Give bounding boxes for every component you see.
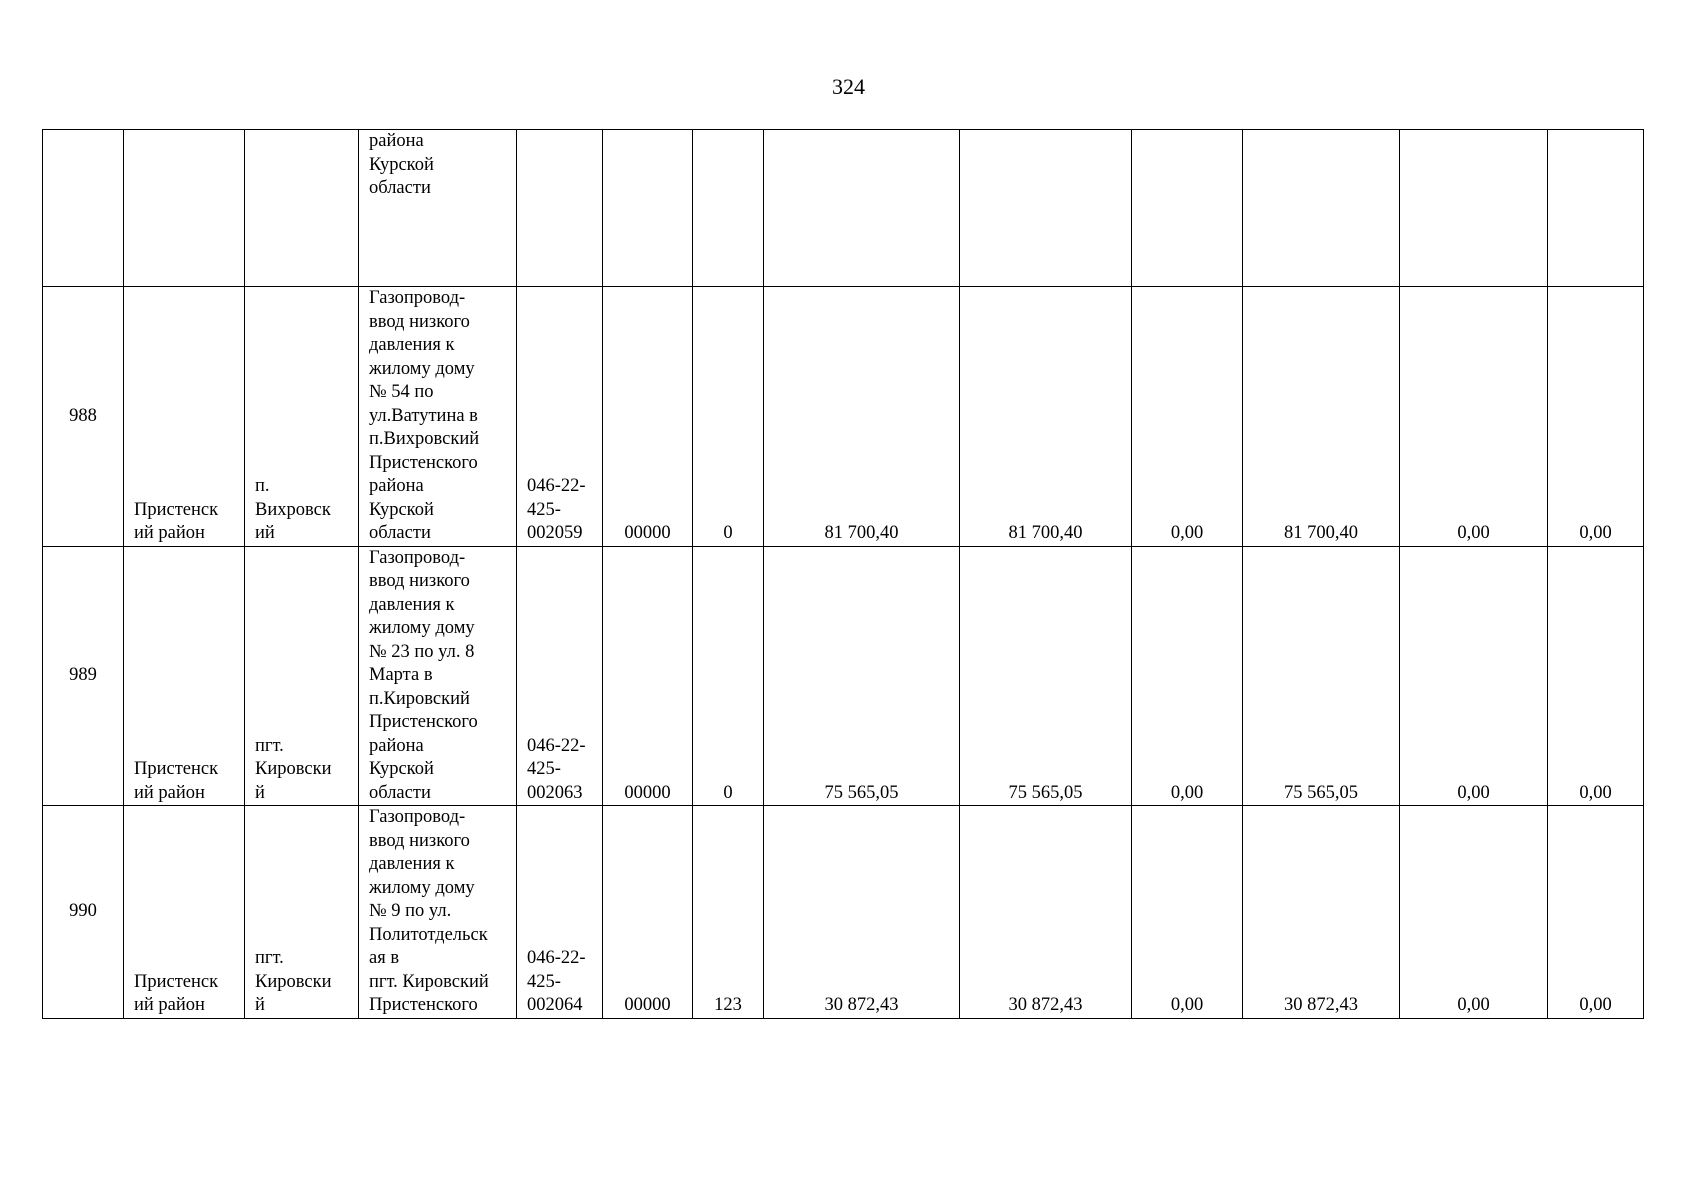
cell-code: 00000 bbox=[603, 806, 693, 1019]
reg-line: 425- bbox=[527, 499, 561, 520]
cell-reg-number bbox=[517, 287, 603, 547]
description-line: Курской bbox=[369, 759, 434, 779]
cell-value-5: 0,00 bbox=[1400, 806, 1548, 1019]
description-line: Газопровод- bbox=[369, 547, 466, 568]
cell-description bbox=[359, 806, 517, 1019]
cell-locality bbox=[245, 130, 359, 287]
locality-line: й bbox=[255, 782, 265, 803]
description-line: ая в bbox=[369, 948, 400, 968]
cell-qty: 0 bbox=[693, 546, 764, 806]
cell-value-3: 0,00 bbox=[1132, 806, 1243, 1019]
locality-line: пгт. bbox=[255, 735, 284, 756]
description-line: ввод низкого bbox=[369, 311, 470, 332]
description-line: ввод низкого bbox=[369, 571, 470, 591]
table-row bbox=[43, 806, 1644, 1019]
cell-value-2: 81 700,40 bbox=[960, 287, 1132, 547]
reg-line: 002059 bbox=[527, 523, 583, 543]
description-line: жилому дому bbox=[369, 877, 475, 898]
cell-code: 00000 bbox=[603, 546, 693, 806]
description-line: Пристенского bbox=[369, 452, 478, 473]
reg-line: 046-22- bbox=[527, 476, 586, 496]
cell-value-6: 0,00 bbox=[1548, 546, 1644, 806]
cell-value-5 bbox=[1400, 130, 1548, 287]
cell-qty: 123 bbox=[693, 806, 764, 1019]
cell-locality bbox=[245, 546, 359, 806]
description-line: № 54 по bbox=[369, 382, 434, 402]
cell-code: 00000 bbox=[603, 287, 693, 547]
locality-line: Вихровск bbox=[255, 499, 331, 520]
description-line: Газопровод- bbox=[369, 288, 466, 308]
locality-line: й bbox=[255, 995, 265, 1015]
cell-value-6 bbox=[1548, 130, 1644, 287]
cell-value-5: 0,00 bbox=[1400, 287, 1548, 547]
table-row bbox=[43, 287, 1644, 547]
cell-value-1: 75 565,05 bbox=[764, 546, 960, 806]
description-line: района bbox=[369, 131, 424, 151]
cell-value-6: 0,00 bbox=[1548, 806, 1644, 1019]
cell-value-6: 0,00 bbox=[1548, 287, 1644, 547]
cell-value-1: 81 700,40 bbox=[764, 287, 960, 547]
cell-value-4: 81 700,40 bbox=[1243, 287, 1400, 547]
description-line: ул.Ватутина в bbox=[369, 405, 478, 426]
district-line: ий район bbox=[134, 995, 205, 1015]
description-line: Марта в bbox=[369, 665, 433, 685]
cell-value-2: 30 872,43 bbox=[960, 806, 1132, 1019]
registry-table bbox=[42, 129, 1644, 1019]
cell-value-5: 0,00 bbox=[1400, 546, 1548, 806]
description-line: давления к bbox=[369, 854, 455, 874]
cell-no: 990 bbox=[43, 806, 124, 1019]
locality-line: ий bbox=[255, 523, 275, 543]
cell-reg-number bbox=[517, 546, 603, 806]
district-line: Пристенск bbox=[134, 759, 219, 779]
description-line: района bbox=[369, 476, 424, 496]
description-line: жилому дому bbox=[369, 618, 475, 638]
cell-reg-number bbox=[517, 130, 603, 287]
locality-line: п. bbox=[255, 476, 270, 496]
cell-value-3: 0,00 bbox=[1132, 546, 1243, 806]
locality-line: пгт. bbox=[255, 948, 284, 968]
locality-line: Кировски bbox=[255, 759, 332, 779]
district-line: ий район bbox=[134, 782, 205, 803]
description-line: п.Кировский bbox=[369, 688, 470, 709]
cell-district bbox=[124, 546, 245, 806]
description-line: пгт. Кировский bbox=[369, 971, 489, 992]
description-line: области bbox=[369, 782, 431, 803]
cell-value-4: 30 872,43 bbox=[1243, 806, 1400, 1019]
cell-value-3: 0,00 bbox=[1132, 287, 1243, 547]
cell-value-2: 75 565,05 bbox=[960, 546, 1132, 806]
description-line: ввод низкого bbox=[369, 830, 470, 851]
cell-qty bbox=[693, 130, 764, 287]
cell-district bbox=[124, 130, 245, 287]
cell-value-4: 75 565,05 bbox=[1243, 546, 1400, 806]
table-row bbox=[43, 546, 1644, 806]
description-line: Пристенского bbox=[369, 712, 478, 732]
cell-reg-number bbox=[517, 806, 603, 1019]
description-line: давления к bbox=[369, 594, 455, 615]
cell-value-1: 30 872,43 bbox=[764, 806, 960, 1019]
cell-district bbox=[124, 287, 245, 547]
cell-code bbox=[603, 130, 693, 287]
cell-no: 989 bbox=[43, 546, 124, 806]
cell-locality bbox=[245, 287, 359, 547]
description-line: Политотдельск bbox=[369, 924, 488, 945]
cell-locality bbox=[245, 806, 359, 1019]
reg-line: 425- bbox=[527, 971, 561, 992]
description-line: области bbox=[369, 523, 431, 543]
description-line: области bbox=[369, 178, 431, 198]
cell-value-4 bbox=[1243, 130, 1400, 287]
cell-qty: 0 bbox=[693, 287, 764, 547]
locality-line: Кировски bbox=[255, 971, 332, 992]
table-row-continuation bbox=[43, 130, 1644, 287]
description-line: п.Вихровский bbox=[369, 429, 480, 449]
reg-line: 425- bbox=[527, 759, 561, 779]
description-line: давления к bbox=[369, 335, 455, 355]
district-line: ий район bbox=[134, 523, 205, 543]
cell-no bbox=[43, 130, 124, 287]
cell-description bbox=[359, 546, 517, 806]
reg-line: 046-22- bbox=[527, 735, 586, 756]
description-line: Газопровод- bbox=[369, 807, 466, 827]
cell-description bbox=[359, 130, 517, 287]
cell-value-3 bbox=[1132, 130, 1243, 287]
cell-value-2 bbox=[960, 130, 1132, 287]
cell-no: 988 bbox=[43, 287, 124, 547]
description-line: жилому дому bbox=[369, 358, 475, 379]
reg-line: 002064 bbox=[527, 995, 583, 1015]
district-line: Пристенск bbox=[134, 971, 219, 992]
page-number: 324 bbox=[832, 74, 865, 99]
district-line: Пристенск bbox=[134, 499, 219, 520]
cell-district bbox=[124, 806, 245, 1019]
description-line: № 23 по ул. 8 bbox=[369, 641, 475, 662]
description-line: района bbox=[369, 735, 424, 756]
description-line: Курской bbox=[369, 154, 434, 175]
cell-description bbox=[359, 287, 517, 547]
reg-line: 046-22- bbox=[527, 948, 586, 968]
cell-value-1 bbox=[764, 130, 960, 287]
description-line: № 9 по ул. bbox=[369, 901, 452, 921]
description-line: Пристенского bbox=[369, 995, 478, 1015]
reg-line: 002063 bbox=[527, 782, 583, 803]
description-line: Курской bbox=[369, 499, 434, 520]
